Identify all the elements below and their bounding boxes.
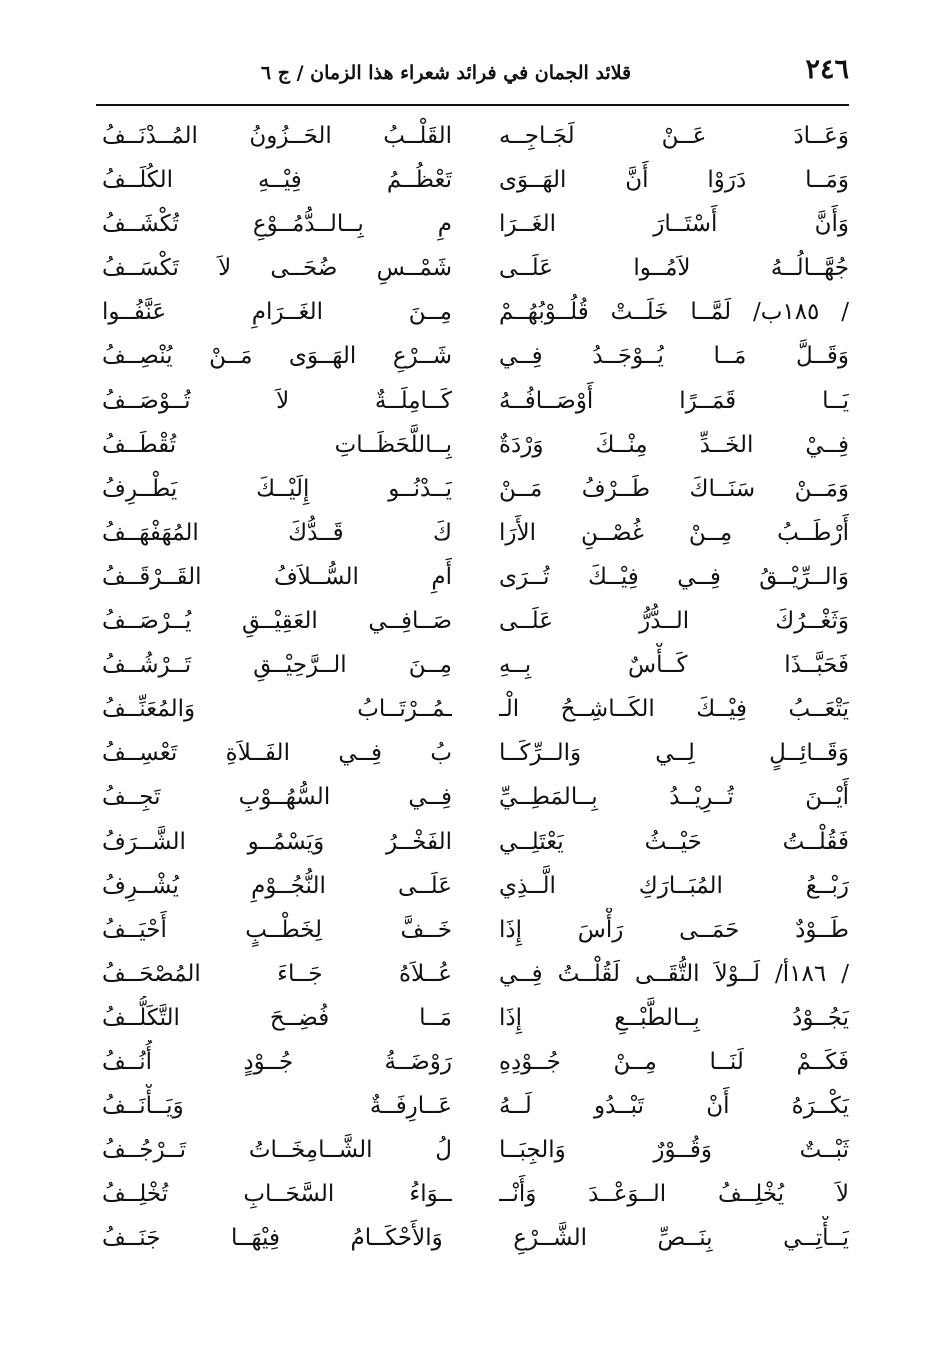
verse-second-hemistich: مَــا فُضِــحَ التَّكَلُّــفُ bbox=[102, 1004, 452, 1031]
verse-second-hemistich: مِ بِــالــدُّمُــوْعِ تُكْشَــفُ bbox=[102, 211, 452, 238]
verse-first-hemistich: فَكَــمْ لَنَــا مِــنْ جُــوْدِهِ bbox=[499, 1048, 849, 1075]
verse-first-hemistich: وَأَنَّ أَسْتَــارَ الغَــرَا bbox=[499, 211, 849, 238]
verse-line bbox=[96, 379, 849, 423]
verse-first-hemistich: وَمَــا دَرَوْا أَنَّ الهَــوَى bbox=[499, 167, 849, 194]
verse-first-hemistich: يَــا قَمَــرًا أَوْصَــافُــهُ bbox=[499, 387, 849, 414]
verse-first-hemistich: / ١٨٥ب/ لَمَّــا خَلَــتْ قُلُــوْبُهُــمْ bbox=[499, 299, 849, 326]
verse-second-hemistich: كَ قَــدُّكَ المُهَفْهَــفُ bbox=[102, 519, 452, 546]
verse-first-hemistich: فَحَبَّــذَا كَــأْسٌ بِــهِ bbox=[499, 652, 849, 679]
verse-line bbox=[96, 290, 849, 334]
verse-first-hemistich: يَتْعَــبُ فِيْــكَ الكَــاشِــحُ الْـ bbox=[499, 696, 849, 723]
verse-second-hemistich: فِــي السُّهُــوْبِ تَجِــفُ bbox=[102, 784, 452, 811]
verse-first-hemistich: وَالــرِّيْــقُ فِــي فِيْــكَ تُــرَى bbox=[499, 563, 849, 590]
verse-line bbox=[96, 952, 849, 996]
verse-first-hemistich: ثَبْــتٌ وَقُــوْرٌ وَالجِبَــا bbox=[499, 1137, 849, 1164]
verse-first-hemistich: وَثَغْــرُكَ الــدُّرُّ عَلَــى bbox=[499, 608, 849, 635]
verse-line bbox=[96, 467, 849, 511]
verse-first-hemistich: فَقُلْــتُ حَيْــثُ يَعْتَلِــي bbox=[499, 828, 849, 855]
verse-line bbox=[96, 864, 849, 908]
verse-line bbox=[96, 1216, 849, 1260]
verse-first-hemistich: وَقَــلَّ مَــا يُــوْجَــدُ فِــي bbox=[499, 343, 849, 370]
verse-second-hemistich: بِــاللَّحَظَــاتِ تُقْطَــفُ bbox=[102, 431, 452, 458]
verse-line bbox=[96, 202, 849, 246]
verse-line bbox=[96, 908, 849, 952]
verse-first-hemistich: رَبْــعُ المُبَــارَكِ الَّــذِي bbox=[499, 872, 849, 899]
verse-line bbox=[96, 820, 849, 864]
verse-line bbox=[96, 1084, 849, 1128]
verse-second-hemistich: القَلْــبُ الحَــزُونُ المُــدْنَــفُ bbox=[102, 123, 452, 149]
verse-line bbox=[96, 555, 849, 599]
verse-second-hemistich: بُ فِــي الفَــلاَةِ تَعْسِــفُ bbox=[102, 740, 452, 767]
verse-line bbox=[96, 731, 849, 775]
verse-second-hemistich: لُ الشَّــامِخَــاتُ تَــرْجُــفُ bbox=[102, 1137, 452, 1164]
verse-second-hemistich: شَمْــسِ ضُحَــى لاَ تَكْسَــفُ bbox=[102, 255, 452, 282]
verse-first-hemistich: أَرْطَــبُ مِــنْ غُصْــنِ الأَرَا bbox=[499, 519, 849, 546]
verse-line bbox=[96, 1040, 849, 1084]
verse-second-hemistich: ــوَاءُ السَّحَــابِ تُخْلِــفُ bbox=[102, 1181, 452, 1208]
verse-second-hemistich: الفَخْــرُ وَيَسْمُــو الشَّــرَفُ bbox=[102, 828, 452, 855]
verse-second-hemistich: رَوْضَــةُ جُــوْدٍ أُنُــفُ bbox=[102, 1048, 452, 1075]
verse-second-hemistich: ـمُــرْتَــابُ وَالمُعَنِّــفُ bbox=[102, 696, 452, 723]
verse-second-hemistich: يَــدْنُــو إِلَيْــكَ يَطْــرِفُ bbox=[102, 475, 452, 502]
header-rule bbox=[96, 104, 849, 106]
verse-second-hemistich: كَــامِلَــةٌ لاَ تُــوْصَــفُ bbox=[102, 387, 452, 414]
verse-line bbox=[96, 511, 849, 555]
verse-line bbox=[96, 643, 849, 687]
verse-line bbox=[96, 423, 849, 467]
page-header bbox=[96, 52, 849, 100]
verse-first-hemistich: جُهَّــالُــهُ لاَمُــوا عَلَــى bbox=[499, 255, 849, 282]
verse-first-hemistich: يَــأْتِــي بِنَــصِّ الشَّــرْعِ وَالأَحْكَــامُ فِيْهَــا جَنَــفُ bbox=[102, 1225, 849, 1252]
verse-line bbox=[96, 1128, 849, 1172]
verse-line bbox=[96, 687, 849, 731]
verse-first-hemistich: وَعَــادَ عَــنْ لَجَـاجِــه bbox=[499, 123, 849, 149]
verse-line bbox=[96, 599, 849, 643]
verse-first-hemistich: وَمَــنْ سَنَــاكَ طَــرْفُ مَــنْ bbox=[499, 475, 849, 502]
verse-line bbox=[96, 1172, 849, 1216]
page-number: ٢٤٦ bbox=[805, 54, 849, 85]
verse-second-hemistich: مِــنَ الــرَّحِيْــقِ تَــرْشُــفُ bbox=[102, 652, 452, 679]
verse-line bbox=[96, 114, 849, 158]
verse-first-hemistich: طَــوْدٌ حَمَــى رَأْسَ إِذَا bbox=[499, 916, 849, 943]
verse-first-hemistich: وَقَــائِــلٍ لِــي وَالــرِّكَــا bbox=[499, 740, 849, 767]
verse-second-hemistich: شَــرْعِ الهَــوَى مَــنْ يُنْصِــفُ bbox=[102, 343, 452, 370]
verse-first-hemistich: يَكْــرَهُ أَنْ تَبْــدُو لَــهُ bbox=[499, 1093, 849, 1120]
verse-second-hemistich: عَــارِفَــةٌ وَيَــأْنَــفُ bbox=[102, 1093, 452, 1120]
verse-first-hemistich: / ١٨٦أ/ لَــوْلاَ التُّقَــى لَقُلْــتُ فِــي bbox=[499, 960, 849, 987]
verse-line bbox=[96, 158, 849, 202]
verse-second-hemistich: خَــفَّ لِخَطْــبٍ أَحْيَــفُ bbox=[102, 916, 452, 943]
verse-second-hemistich: أَمِ السُّــلاَفُ القَــرْقَــفُ bbox=[102, 563, 452, 590]
verse-first-hemistich: فِــيْ الخَــدِّ مِنْــكَ وَرْدَةٌ bbox=[499, 431, 849, 458]
verse-second-hemistich: صَــافِــي العَقِيْــقِ يُــرْصَــفُ bbox=[102, 608, 452, 635]
verse-line bbox=[96, 246, 849, 290]
verse-first-hemistich: أَيْــنَ تُــرِيْــدُ بِــالمَطِــيِّ bbox=[499, 784, 849, 811]
verse-line bbox=[96, 996, 849, 1040]
poem-body bbox=[96, 114, 849, 1260]
verse-first-hemistich: يَجُــوْدُ بِــالطَّبْــعِ إِذَا bbox=[499, 1004, 849, 1031]
verse-line bbox=[96, 775, 849, 819]
verse-line bbox=[96, 334, 849, 378]
verse-second-hemistich: مِــنَ الغَــرَامِ عَنَّفُــوا bbox=[102, 299, 452, 326]
verse-second-hemistich: عُــلاَهُ جَــاءَ المُصْحَــفُ bbox=[102, 960, 452, 987]
verse-second-hemistich: تَعْظُــمُ فِيْــهِ الكُلَــفُ bbox=[102, 167, 452, 194]
verse-first-hemistich: لاَ يُخْلِــفُ الــوَعْــدَ وَأَنْــ bbox=[499, 1181, 849, 1208]
running-title: قلائد الجمان في فرائد شعراء هذا الزمان / ج ٦ bbox=[260, 62, 632, 84]
verse-second-hemistich: عَلَــى النُّجُــوْمِ يُشْــرِفُ bbox=[102, 872, 452, 899]
